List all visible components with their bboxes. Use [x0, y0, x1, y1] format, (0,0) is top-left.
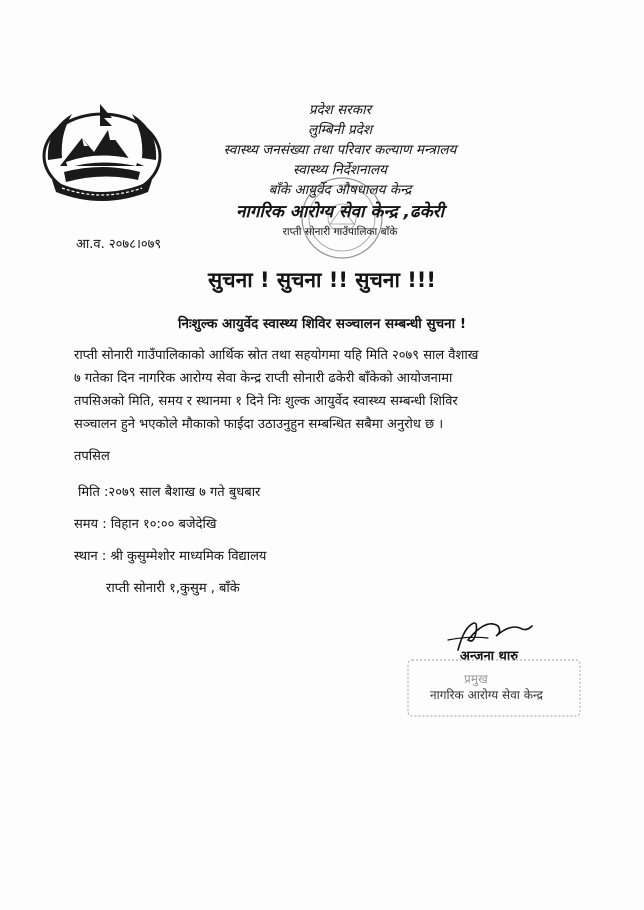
fiscal-year: आ.व. २०७८।०७९ [76, 237, 162, 252]
office-seal-stamp-icon [296, 172, 388, 264]
office-name: नागरिक आरोग्य सेवा केन्द्र ,ढकेरी [236, 202, 444, 222]
signer-title: प्रमुख [464, 672, 488, 686]
event-venue: स्थान : श्री कुसुम्मेशोर माध्यमिक विद्यालय [74, 549, 267, 564]
nepal-emblem-icon [38, 100, 166, 204]
notice-body [74, 344, 570, 436]
body-line: सञ्चालन हुने भएकोले मौकाको फाईदा उठाउनुहुन सम्बन्धित सबैमा अनुरोध छ । [74, 417, 444, 432]
government-line: प्रदेश सरकार [308, 102, 372, 118]
body-line: ७ गतेका दिन नागरिक आरोग्य सेवा केन्द्र राप्ती सोनारी ढकेरी बाँकेको आयोजनामा [74, 371, 453, 386]
details-heading: तपसिल [74, 449, 110, 464]
notice-title: सुचना ! सुचना !! सुचना !!! [208, 268, 436, 292]
event-date: मिति :२०७९ साल बैशाख ७ गते बुधबार [78, 485, 261, 500]
office-address: राप्ती सोनारी गाउँपालिका बाँके [282, 226, 398, 238]
signer-name: अन्जना थारु [460, 649, 519, 664]
venue-address: राप्ती सोनारी १,कुसुम , बाँके [106, 581, 240, 596]
body-line: राप्ती सोनारी गाउँपालिकाको आर्थिक स्रोत तथा सहयोगमा यहि मिति २०७९ साल वैशाख [74, 348, 479, 363]
signature-block [400, 606, 590, 726]
notice-subject: निःशुल्क आयुर्वेद स्वास्थ्य शिविर सञ्चालन सम्बन्धी सुचना ! [177, 316, 467, 332]
directorate-line: स्वास्थ्य निर्देशनालय [293, 162, 387, 178]
district-center-line: बाँके आयुर्वेद औषधालय केन्द्र [268, 182, 412, 198]
body-line: तपसिअको मिति, समय र स्थानमा १ दिने निः शुल्क आयुर्वेद स्वास्थ्य सम्बन्धी शिविर [74, 394, 458, 409]
signer-office: नागरिक आरोग्य सेवा केन्द्र [430, 688, 544, 702]
event-time: समय : विहान १०:०० बजेदेखि [74, 517, 217, 532]
ministry-line: स्वास्थ्य जनसंख्या तथा परिवार कल्याण मन्त्रालय [223, 142, 457, 158]
province-line: लुम्बिनी प्रदेश [307, 122, 373, 138]
